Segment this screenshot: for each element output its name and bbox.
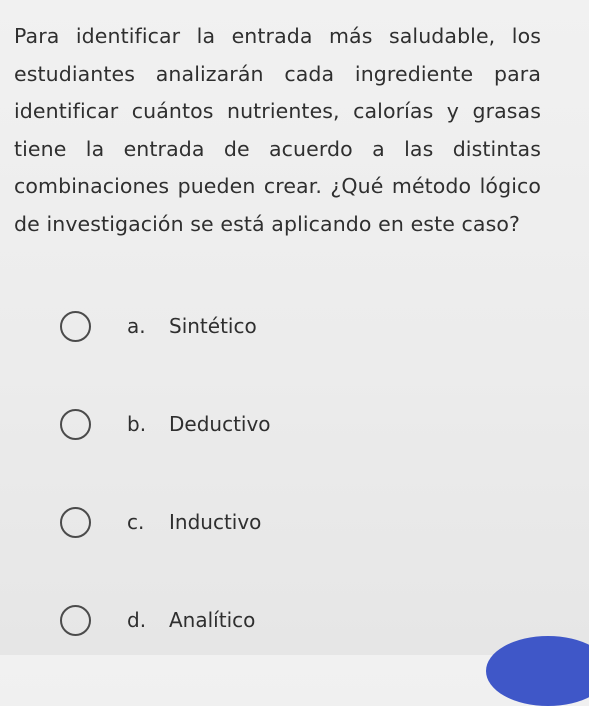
question-text: Para identificar la entrada más saludable, los estudiantes analizarán cada ingrediente para identificar cuántos nutrientes, calorías y grasas tiene la entrada de acuerdo a las distintas combinaciones pueden crear. ¿Qué método lógico de investigación se está aplicando en este caso? [14,24,541,236]
floating-action-button-partial[interactable] [486,636,589,706]
option-b[interactable] [60,404,271,444]
option-a-label: Sintético [169,314,257,338]
option-a[interactable] [60,306,257,346]
option-a-letter: a. [127,314,146,338]
radio-button-c[interactable] [60,507,91,538]
option-c[interactable] [60,502,261,542]
option-b-label: Deductivo [169,412,271,436]
radio-button-b[interactable] [60,409,91,440]
option-b-letter: b. [127,412,147,436]
option-c-letter: c. [127,510,145,534]
option-d[interactable] [60,600,255,640]
option-d-letter: d. [127,608,147,632]
radio-button-a[interactable] [60,311,91,342]
option-c-label: Inductivo [169,510,262,534]
radio-button-d[interactable] [60,605,91,636]
option-d-label: Analítico [169,608,256,632]
